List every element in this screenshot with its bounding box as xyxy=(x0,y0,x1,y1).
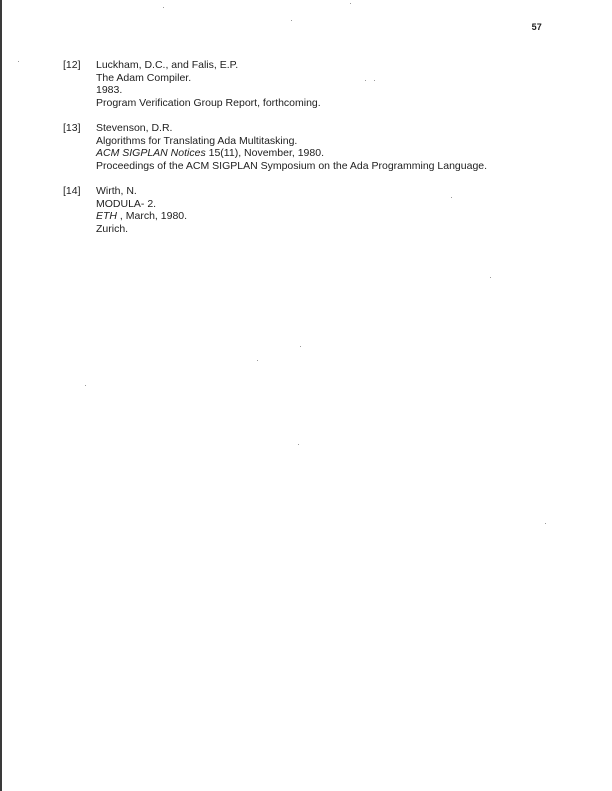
reference-text: Wirth, N. xyxy=(96,185,137,197)
reference-body xyxy=(96,185,583,235)
scan-speck xyxy=(490,277,491,278)
scan-speck xyxy=(291,20,292,21)
reference-number: [13] xyxy=(63,122,81,134)
reference-line xyxy=(96,147,583,160)
reference-text: , March, 1980. xyxy=(117,210,188,222)
scan-speck xyxy=(298,444,299,445)
reference-text: 1983. xyxy=(96,84,123,96)
reference-italic-text: ACM SIGPLAN Notices xyxy=(96,147,206,159)
reference-body xyxy=(96,122,583,172)
reference-entry xyxy=(63,59,583,109)
scan-speck xyxy=(374,80,375,81)
reference-text: Proceedings of the ACM SIGPLAN Symposium on the Ada Programming Language. xyxy=(96,159,488,172)
reference-entry xyxy=(63,122,583,172)
reference-line xyxy=(96,59,583,72)
reference-text: Zurich. xyxy=(96,222,129,235)
reference-line xyxy=(96,185,583,198)
page-number: 57 xyxy=(531,22,542,32)
reference-text: Algorithms for Translating Ada Multitasking. xyxy=(96,134,298,147)
scan-speck xyxy=(545,523,546,524)
reference-line xyxy=(96,122,583,135)
scan-speck xyxy=(257,360,258,361)
reference-text: MODULA- 2. xyxy=(96,197,157,210)
reference-number: [12] xyxy=(63,59,81,71)
reference-italic-text: ETH xyxy=(96,210,117,222)
reference-text: The Adam Compiler. xyxy=(96,71,192,84)
reference-line xyxy=(96,72,583,85)
scan-speck xyxy=(365,80,366,81)
scan-speck xyxy=(18,61,19,62)
reference-text: Stevenson, D.R. xyxy=(96,122,173,134)
reference-line xyxy=(96,135,583,148)
reference-line xyxy=(96,210,583,223)
reference-line xyxy=(96,223,583,236)
reference-line xyxy=(96,84,583,97)
reference-line xyxy=(96,198,583,211)
reference-text: Luckham, D.C., and Falis, E.P. xyxy=(96,59,239,71)
scan-speck xyxy=(85,385,86,386)
reference-number: [14] xyxy=(63,185,81,197)
scan-speck xyxy=(350,3,351,4)
reference-body xyxy=(96,59,583,109)
reference-text: Program Verification Group Report, forthcoming. xyxy=(96,96,321,109)
reference-line xyxy=(96,97,583,110)
scan-speck xyxy=(163,7,164,8)
scan-speck xyxy=(451,197,452,198)
scan-speck xyxy=(300,346,301,347)
reference-entry xyxy=(63,185,583,235)
reference-list xyxy=(63,59,583,248)
page-left-edge xyxy=(0,0,2,791)
reference-text: 15(11), November, 1980. xyxy=(205,147,324,159)
reference-line xyxy=(96,160,583,173)
